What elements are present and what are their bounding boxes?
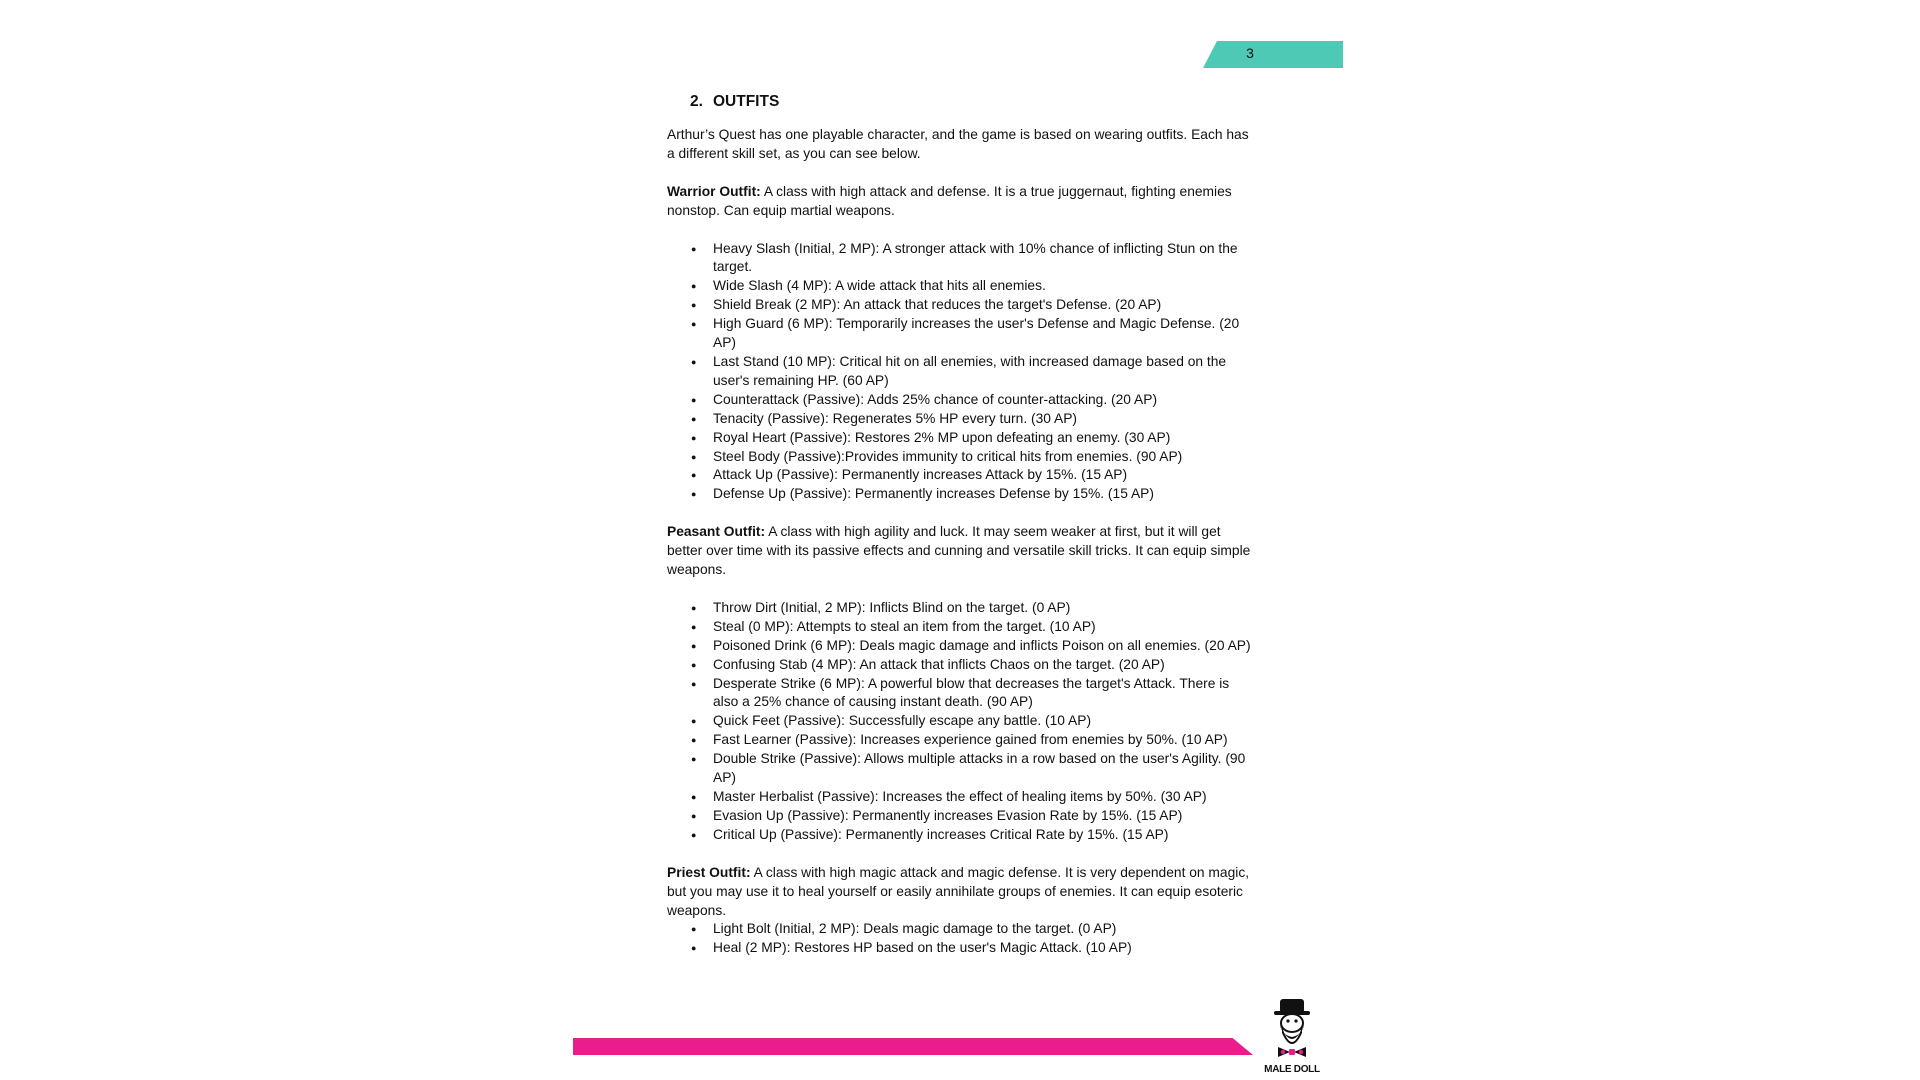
skill-list-item: ● Desperate Strike (6 MP): A powerful blow that decreases the target's Attack. There is also a 25% chance of causing instant death. (90 AP) xyxy=(667,675,1257,713)
skill-list-item: ● Heavy Slash (Initial, 2 MP): A stronger attack with 10% chance of inflicting Stun on the target. xyxy=(667,240,1257,278)
section-number: 2. xyxy=(690,93,703,110)
priest-description: A class with high magic attack and magic defense. It is very dependent on magic, but you may use it to heal yourself or easily annihilate groups of enemies. It can equip esoteric weapons. xyxy=(667,864,1250,918)
skill-list-item: ● Evasion Up (Passive): Permanently increases Evasion Rate by 15%. (15 AP) xyxy=(667,807,1257,826)
intro-paragraph: Arthur’s Quest has one playable character, and the game is based on wearing outfits. Each has a different skill set, as you can see below. xyxy=(667,126,1249,161)
skill-list-item: ● Wide Slash (4 MP): A wide attack that hits all enemies. xyxy=(667,277,1257,296)
warrior-skill-list xyxy=(667,240,1257,505)
skill-list-item: ● Quick Feet (Passive): Successfully escape any battle. (10 AP) xyxy=(667,712,1257,731)
skill-list-item: ● High Guard (6 MP): Temporarily increases the user's Defense and Magic Defense. (20 AP) xyxy=(667,315,1257,353)
skill-list-item: ● Fast Learner (Passive): Increases experience gained from enemies by 50%. (10 AP) xyxy=(667,731,1257,750)
footer-bar xyxy=(573,1038,1253,1055)
skill-list-item: ● Royal Heart (Passive): Restores 2% MP upon defeating an enemy. (30 AP) xyxy=(667,429,1257,448)
skill-list-item: ● Last Stand (10 MP): Critical hit on all enemies, with increased damage based on the user's remaining HP. (60 AP) xyxy=(667,353,1257,391)
skill-list-item: ● Confusing Stab (4 MP): An attack that inflicts Chaos on the target. (20 AP) xyxy=(667,656,1257,675)
section-title: OUTFITS xyxy=(713,93,780,110)
skill-list-item: ● Attack Up (Passive): Permanently increases Attack by 15%. (15 AP) xyxy=(667,466,1257,485)
skill-list-item: ● Counterattack (Passive): Adds 25% chance of counter-attacking. (20 AP) xyxy=(667,391,1257,410)
skill-list-item: ● Throw Dirt (Initial, 2 MP): Inflicts Blind on the target. (0 AP) xyxy=(667,599,1257,618)
skill-list-item: ● Steal (0 MP): Attempts to steal an item from the target. (10 AP) xyxy=(667,618,1257,637)
skill-list-item: ● Defense Up (Passive): Permanently increases Defense by 15%. (15 AP) xyxy=(667,485,1257,504)
skill-list-item: ● Tenacity (Passive): Regenerates 5% HP every turn. (30 AP) xyxy=(667,410,1257,429)
skill-list-item: ● Steel Body (Passive):Provides immunity to critical hits from enemies. (90 AP) xyxy=(667,448,1257,467)
skill-list-item: ● Shield Break (2 MP): An attack that reduces the target's Defense. (20 AP) xyxy=(667,296,1257,315)
warrior-outfit-label: Warrior Outfit: xyxy=(667,183,761,199)
document-body xyxy=(667,90,1257,958)
skill-list-item: ● Critical Up (Passive): Permanently increases Critical Rate by 15%. (15 AP) xyxy=(667,826,1257,845)
priest-skill-list xyxy=(667,920,1257,958)
page-number-tab xyxy=(1203,41,1343,68)
page-number: 3 xyxy=(1246,45,1254,61)
peasant-paragraph xyxy=(667,523,1257,580)
priest-paragraph xyxy=(667,864,1257,921)
skill-list-item: ● Double Strike (Passive): Allows multiple attacks in a row based on the user's Agility. (90 AP) xyxy=(667,750,1257,788)
warrior-description: A class with high attack and defense. It is a true juggernaut, fighting enemies nonstop. Can equip martial weapons. xyxy=(667,183,1232,218)
skill-list-item: ● Light Bolt (Initial, 2 MP): Deals magic damage to the target. (0 AP) xyxy=(667,920,1257,939)
skill-list-item: ● Master Herbalist (Passive): Increases the effect of healing items by 50%. (30 AP) xyxy=(667,788,1257,807)
peasant-description: A class with high agility and luck. It may seem weaker at first, but it will get better over time with its passive effects and cunning and versatile skill tricks. It can equip simple weapons. xyxy=(667,524,1251,578)
priest-outfit-label: Priest Outfit: xyxy=(667,864,751,880)
peasant-outfit-label: Peasant Outfit: xyxy=(667,524,766,540)
peasant-skill-list xyxy=(667,599,1257,845)
logo-wordmark: MALE DOLL xyxy=(1264,1064,1320,1075)
warrior-paragraph xyxy=(667,183,1257,221)
skill-list-item: ● Poisoned Drink (6 MP): Deals magic damage and inflicts Poison on all enemies. (20 AP) xyxy=(667,637,1257,656)
section-heading xyxy=(690,93,1257,112)
skill-list-item: ● Heal (2 MP): Restores HP based on the user's Magic Attack. (10 AP) xyxy=(667,939,1257,958)
